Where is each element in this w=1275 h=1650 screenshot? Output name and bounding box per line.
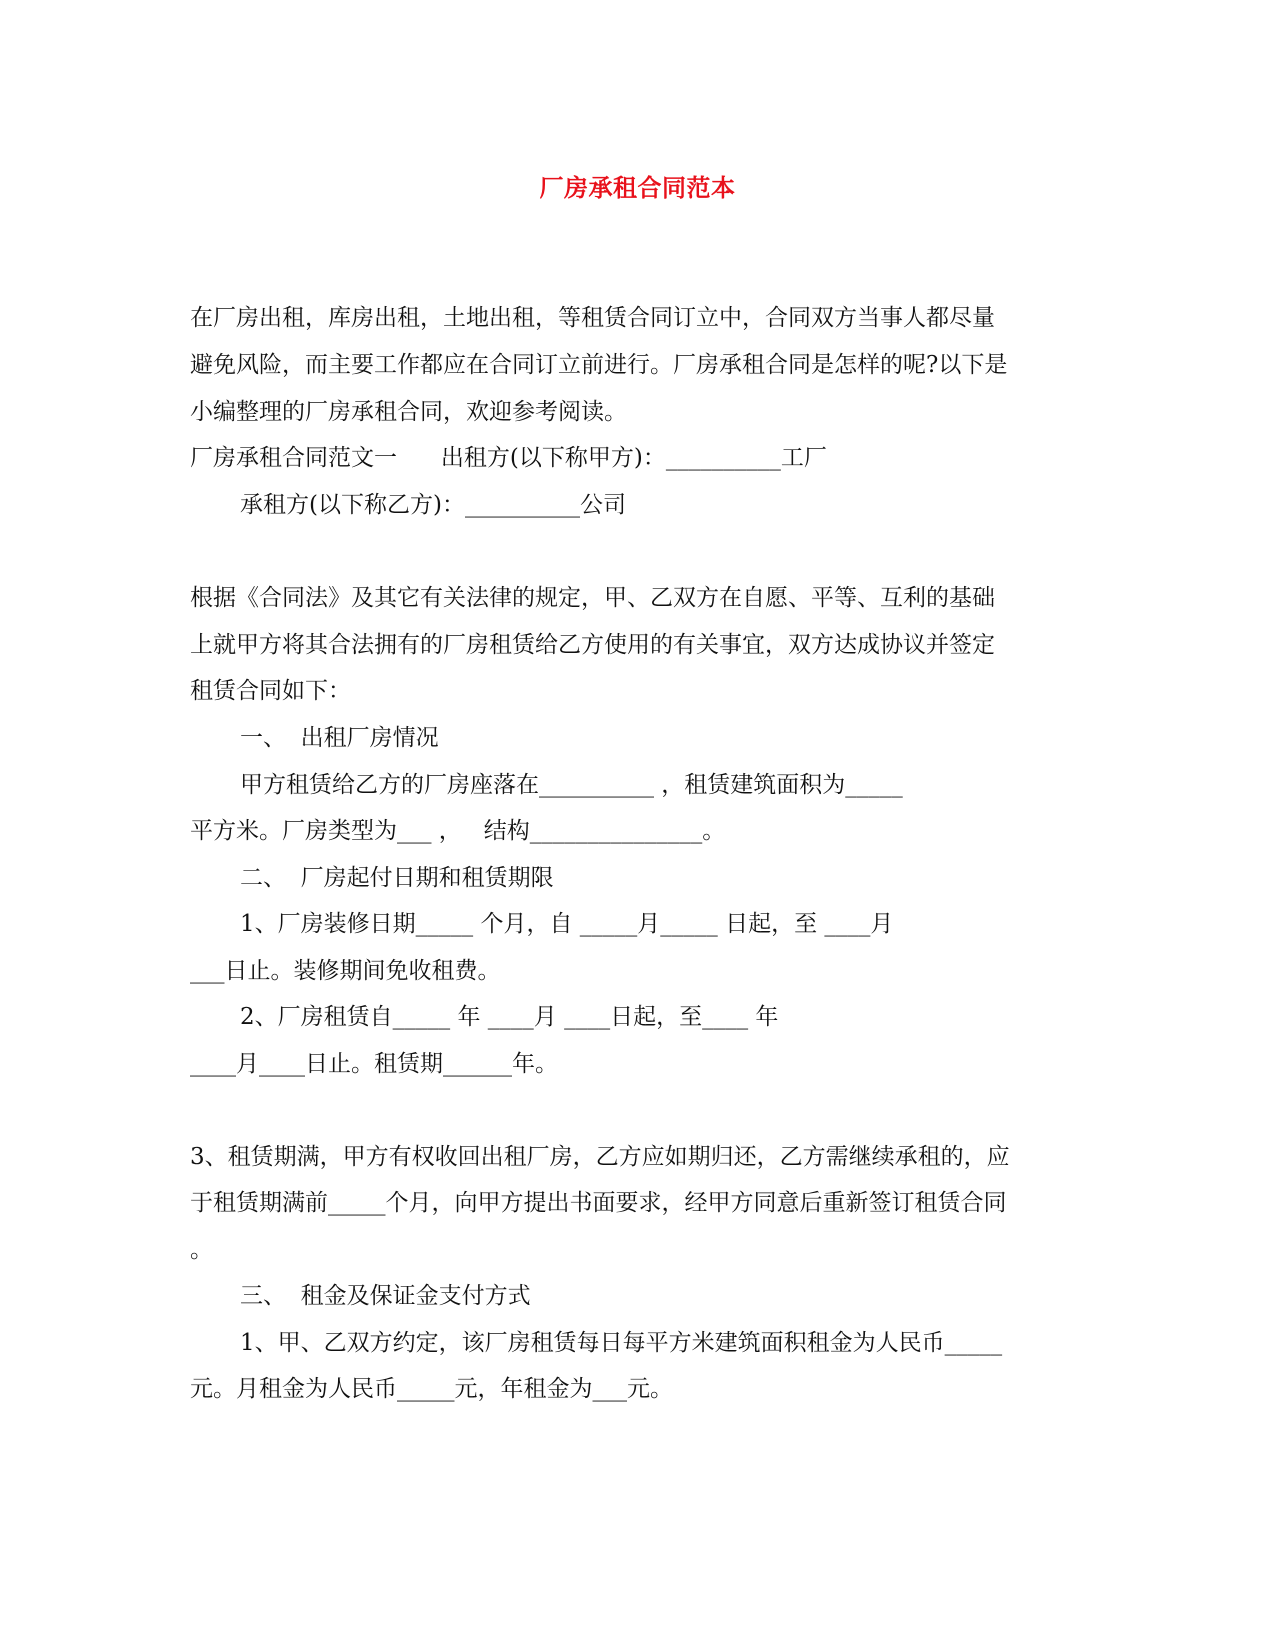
paragraph-line: 2、厂房租赁自_____ 年 ____月 ____日起，至____ 年 (240, 1004, 779, 1030)
section-heading: 三、 租金及保证金支付方式 (240, 1283, 531, 1309)
paragraph-line: 小编整理的厂房承租合同，欢迎参考阅读。 (190, 399, 627, 425)
paragraph-line: 。 (190, 1237, 213, 1263)
section-heading: 一、 出租厂房情况 (240, 725, 439, 751)
paragraph-line: 1、甲、乙双方约定，该厂房租赁每日每平方米建筑面积租金为人民币_____ (240, 1330, 1003, 1356)
paragraph-line: ____月____日止。租赁期______年。 (190, 1051, 558, 1077)
paragraph-line: 承租方(以下称乙方)：__________公司 (240, 492, 626, 518)
paragraph-line: 避免风险，而主要工作都应在合同订立前进行。厂房承租合同是怎样的呢?以下是 (190, 352, 1008, 378)
paragraph-line: 平方米。厂房类型为___ ， 结构_______________。 (190, 818, 726, 844)
paragraph-line: 厂房承租合同范文一 出租方(以下称甲方)：__________工厂 (190, 445, 827, 471)
paragraph-line: 元。月租金为人民币_____元，年租金为___元。 (190, 1376, 673, 1402)
document-title: 厂房承租合同范本 (539, 173, 736, 202)
paragraph-line: 根据《合同法》及其它有关法律的规定，甲、乙双方在自愿、平等、互利的基础 (190, 585, 995, 611)
section-heading: 二、 厂房起付日期和租赁期限 (240, 865, 554, 891)
paragraph-line: 3、租赁期满，甲方有权收回出租厂房，乙方应如期归还，乙方需继续承租的，应 (190, 1144, 1010, 1170)
paragraph-line: 上就甲方将其合法拥有的厂房租赁给乙方使用的有关事宜，双方达成协议并签定 (190, 632, 995, 658)
paragraph-line: 甲方租赁给乙方的厂房座落在__________ ，租赁建筑面积为_____ (240, 772, 903, 798)
paragraph-line: ___日止。装修期间免收租费。 (190, 958, 501, 984)
paragraph-line: 1、厂房装修日期_____ 个月，自 _____月_____ 日起，至 ____月 (240, 911, 894, 937)
paragraph-line: 在厂房出租，库房出租，土地出租，等租赁合同订立中，合同双方当事人都尽量 (190, 305, 995, 331)
paragraph-line: 于租赁期满前_____个月，向甲方提出书面要求，经甲方同意后重新签订租赁合同 (190, 1190, 1007, 1216)
paragraph-line: 租赁合同如下： (190, 678, 351, 704)
